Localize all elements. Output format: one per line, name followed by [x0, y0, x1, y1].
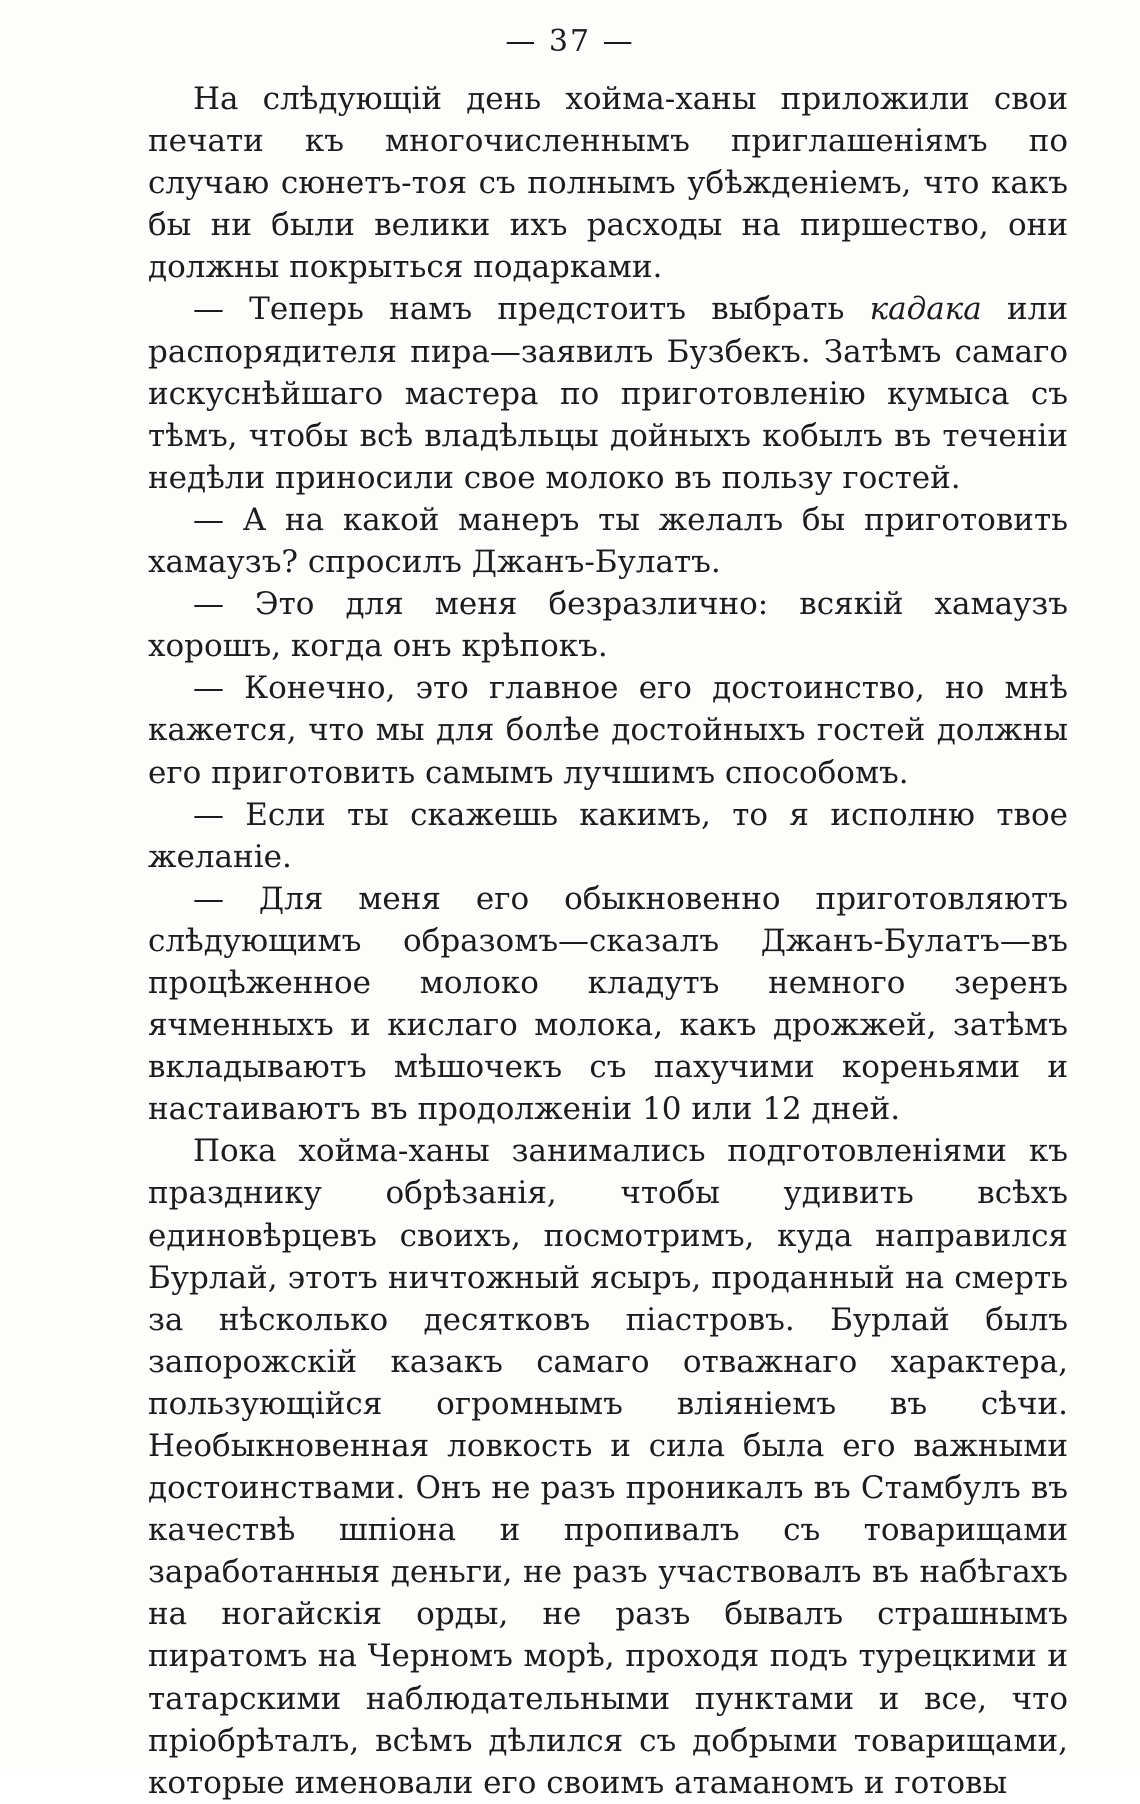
- paragraph-8: Пока хойма-ханы занимались подготовленіями къ празднику обрѣзанія, чтобы удивить всѣхъ единовѣрцевъ своихъ, посмотримъ, куда направился Бурлай, этотъ ничтожный ясыръ, проданный на смерть за нѣсколько десятковъ піастровъ. Бурлай былъ запорожскій казакъ самаго отважнаго характера, пользующійся огромнымъ вліяніемъ въ сѣчи. Необыкновенная ловкость и сила была его важными достоинствами. Онъ не разъ проникалъ въ Стамбулъ въ качествѣ шпіона и пропивалъ съ товарищами заработанныя деньги, не разъ участвовалъ въ набѣгахъ на ногайскія орды, не разъ бывалъ страшнымъ пиратомъ на Черномъ морѣ, проходя подъ турецкими и татарскими наблюдательными пунктами и все, что пріобрѣталъ, всѣмъ дѣлился съ добрыми товарищами, которые именовали его своимъ атаманомъ и готовы: [148, 1133, 1068, 1801]
- paragraph-2-start: — Теперь намъ предстоитъ выбрать: [192, 291, 870, 328]
- emphasis-kadaka: кадака: [869, 291, 982, 328]
- paragraph-1: На слѣдующій день хойма-ханы приложили свои печати къ многочисленнымъ приглашеніямъ по случаю сюнетъ-тоя съ полнымъ убѣжденіемъ, что какъ бы ни были велики ихъ расходы на пиршество, они должны покрыться подарками.: [148, 81, 1068, 286]
- paragraph-2: [148, 288, 1068, 498]
- paragraph-6: — Если ты скажешь какимъ, то я исполню твое желаніе.: [148, 796, 1068, 875]
- body-text: [148, 78, 1068, 1804]
- paragraph-7: — Для меня его обыкновенно приготовляютъ слѣдующимъ образомъ—сказалъ Джанъ-Булатъ—въ процѣженное молоко кладутъ немного зеренъ ячменныхъ и кислаго молока, какъ дрожжей, затѣмъ вкладываютъ мѣшочекъ съ пахучими кореньями и настаиваютъ въ продолженіи 10 или 12 дней.: [148, 880, 1068, 1128]
- paragraph-3: — А на какой манеръ ты желалъ бы приготовить хамаузъ? спросилъ Джанъ-Булатъ.: [148, 501, 1068, 581]
- paragraph-5: — Конечно, это главное его достоинство, но мнѣ кажется, что мы для болѣе достойныхъ гостей должны его приготовить самымъ лучшимъ способомъ.: [148, 670, 1068, 791]
- paragraph-4: — Это для меня безразлично: всякій хамаузъ хорошъ, когда онъ крѣпокъ.: [148, 586, 1068, 665]
- page-number: — 37 —: [505, 24, 635, 59]
- paragraph-2-end: или распорядителя пира—заявилъ Бузбекъ. Затѣмъ самаго искуснѣйшаго мастера по приготовленію кумыса съ тѣмъ, чтобы всѣ владѣльцы дойныхъ кобылъ въ теченіи недѣли приносили свое молоко въ пользу гостей.: [148, 291, 1068, 496]
